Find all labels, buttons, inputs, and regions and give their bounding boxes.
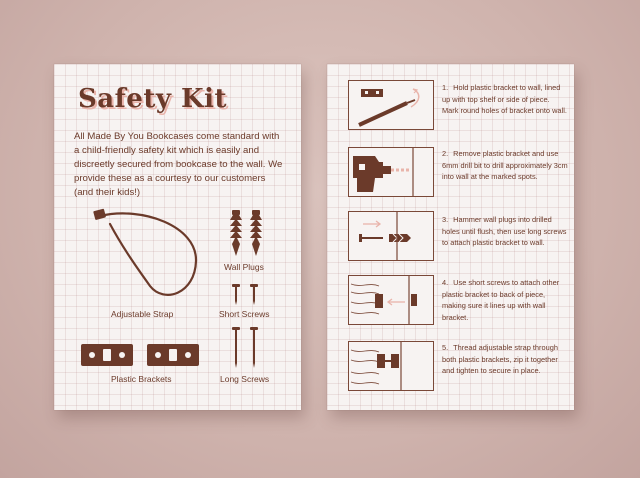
step-1-illustration [348, 80, 434, 130]
plastic-bracket-icon [81, 344, 201, 368]
step-5-text: 5. Thread adjustable strap through both plastic brackets, zip it together and tighten to secure in place. [442, 343, 558, 375]
strap-icon [92, 206, 204, 306]
wall-plugs-label: Wall Plugs [224, 262, 264, 272]
long-screws-label: Long Screws [220, 374, 270, 384]
step-4-illustration [348, 275, 434, 325]
strap-label: Adjustable Strap [111, 309, 174, 319]
drill-icon [349, 148, 433, 196]
short-screws-label: Short Screws [219, 309, 270, 319]
step-3-text: 3. Hammer wall plugs into drilled holes until flush, then use long screws to attach plastic bracket to wall. [442, 215, 567, 247]
instructions-card [327, 64, 574, 410]
brackets-label: Plastic Brackets [111, 374, 172, 384]
step-2-text: 2. Remove plastic bracket and use 6mm drill bit to drill approximately 3cm into wall at the marked spots. [442, 149, 568, 181]
card-title: Safety Kit [78, 84, 228, 114]
bracket-marking-icon [349, 81, 433, 129]
safety-kit-card [54, 64, 301, 410]
step-2-illustration [348, 147, 434, 197]
plug-hammer-icon [349, 212, 433, 260]
step-1-text: 1. Hold plastic bracket to wall, lined up with top shelf or side of piece. Mark round holes of bracket onto wall. [442, 83, 567, 115]
short-screw-icon [230, 284, 260, 306]
step-3-illustration [348, 211, 434, 261]
attach-bracket-icon [349, 276, 433, 324]
step-4-text: 4. Use short screws to attach other plastic bracket to back of piece, making sure it lines up with wall bracket. [442, 278, 560, 322]
wall-plug-icon [226, 210, 266, 260]
strap-secure-icon [349, 342, 433, 390]
long-screw-icon [230, 327, 260, 369]
intro-paragraph: All Made By You Bookcases come standard with a child-friendly safety kit which is easily and discreetly secured from bookcase to the wall. We provide these as a courtesy to our customers (and their kids!) [74, 131, 283, 198]
step-5-illustration [348, 341, 434, 391]
